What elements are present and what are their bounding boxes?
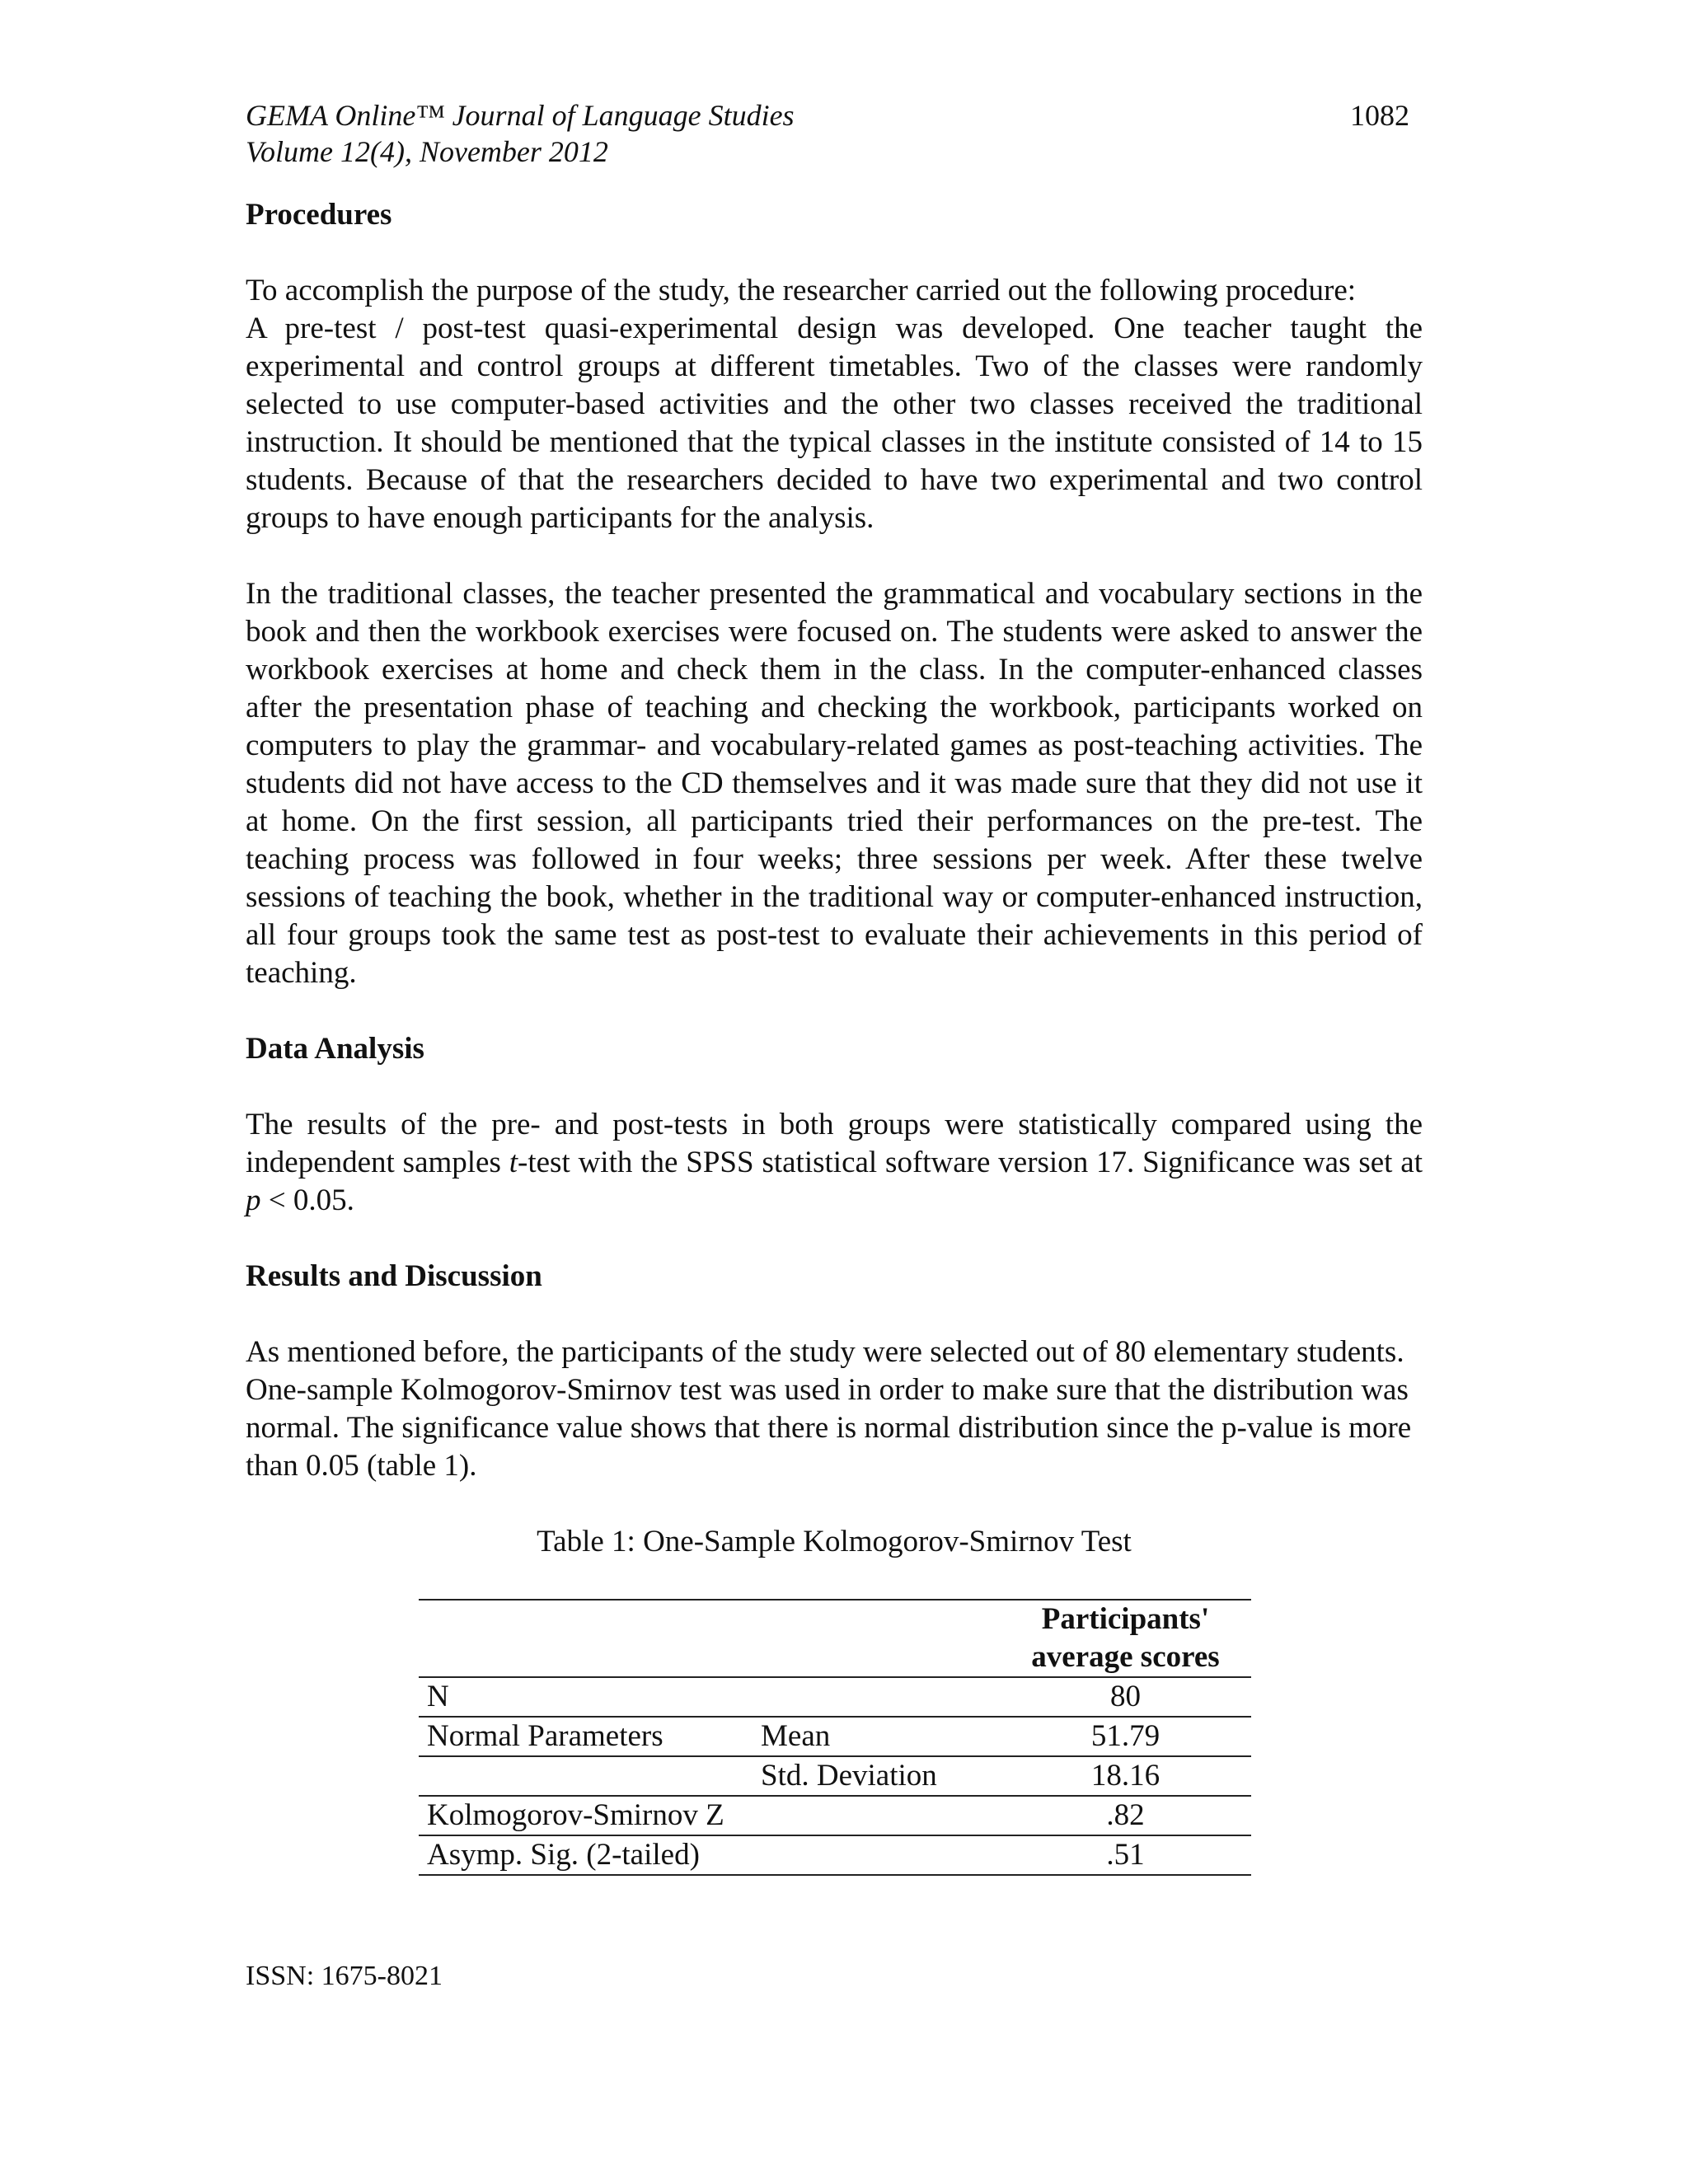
procedures-paragraph-1: A pre-test / post-test quasi-experimental design was developed. One teacher taught the experimental and control groups at different timetables. Two of the classes were randomly selected to use computer-based activities and the other two classes received the traditional instruction. It should be mentioned that the typical classes in the institute consisted of 14 to 15 students. Because of that the researchers decided to have two experimental and two control groups to have enough participants for the analysis. <box>246 312 1423 535</box>
data-analysis-heading: Data Analysis <box>246 1032 424 1066</box>
column-header: Participants' average scores <box>1031 1602 1220 1674</box>
table-header-row <box>419 1600 1251 1677</box>
ks-test-table <box>419 1599 1251 1876</box>
page-number: 1082 <box>1350 99 1409 132</box>
issn-footer: ISSN: 1675-8021 <box>246 1961 443 1991</box>
procedures-heading: Procedures <box>246 198 392 232</box>
journal-title: GEMA Online™ Journal of Language Studies <box>246 99 795 132</box>
data-analysis-paragraph: The results of the pre- and post-tests in both groups were statistically compared using the independent samples t-test with the SPSS statistical software version 17. Significance was set at p < 0.05. <box>246 1108 1423 1217</box>
table-row: Asymp. Sig. (2-tailed) .51 <box>419 1835 1251 1875</box>
procedures-intro: To accomplish the purpose of the study, the researcher carried out the following procedure: <box>246 274 1357 307</box>
table-caption: Table 1: One-Sample Kolmogorov-Smirnov Test <box>537 1525 1132 1558</box>
running-header <box>246 97 1409 170</box>
results-paragraph: As mentioned before, the participants of the study were selected out of 80 elementary students. One-sample Kolmogorov-Smirnov test was used in order to make sure that the distribution was normal. The significance value shows that there is normal distribution since the p-value is more than 0.05 (table 1). <box>246 1335 1412 1483</box>
journal-volume: Volume 12(4), November 2012 <box>246 135 608 168</box>
table-row: N 80 <box>419 1677 1251 1717</box>
procedures-paragraph-2: In the traditional classes, the teacher presented the grammatical and vocabulary sections in the book and then the workbook exercises were focused on. The students were asked to answer the workbook exercises at home and check them in the class. In the computer-enhanced classes after the presentation phase of teaching and checking the workbook, participants worked on computers to play the grammar- and vocabulary-related games as post-teaching activities. The students did not have access to the CD themselves and it was made sure that they did not use it at home. On the first session, all participants tried their performances on the pre-test. The teaching process was followed in four weeks; three sessions per week. After these twelve sessions of teaching the book, whether in the traditional way or computer-enhanced instruction, all four groups took the same test as post-test to evaluate their achievements in this period of teaching. <box>246 577 1423 990</box>
table-row: Normal Parameters Mean 51.79 <box>419 1717 1251 1756</box>
page-body <box>246 196 1423 1876</box>
results-heading: Results and Discussion <box>246 1259 542 1293</box>
table-row: Kolmogorov-Smirnov Z .82 <box>419 1796 1251 1835</box>
table-row: Std. Deviation 18.16 <box>419 1756 1251 1796</box>
